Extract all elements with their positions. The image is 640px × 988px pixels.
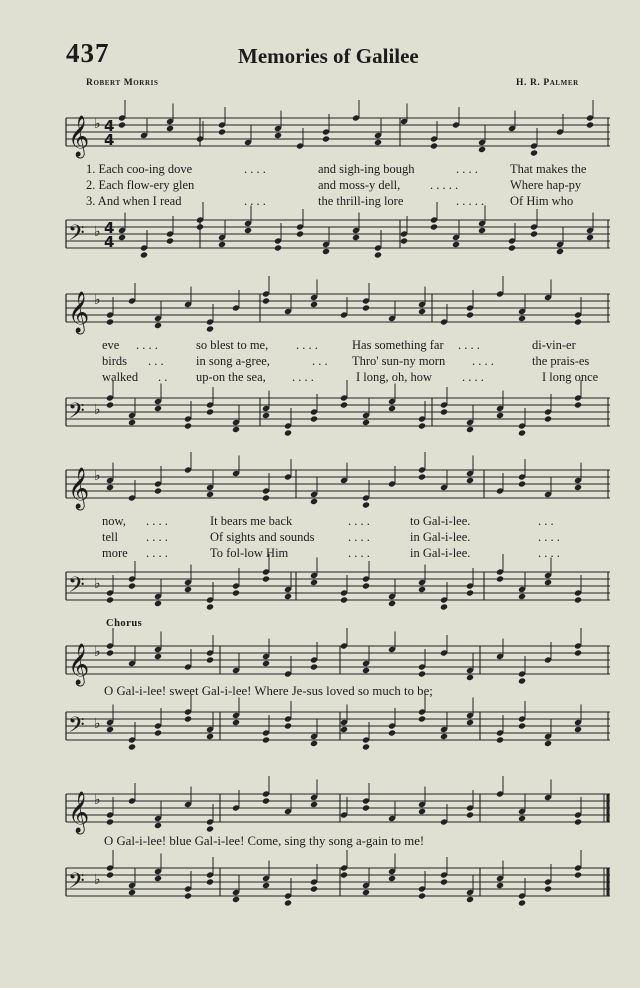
note-head: [244, 227, 252, 234]
note-head: [140, 251, 148, 258]
note-head: [574, 401, 582, 408]
note-head: [206, 878, 214, 885]
time-signature-top: 4: [104, 117, 115, 135]
note-head: [206, 408, 214, 415]
note-head: [586, 121, 594, 128]
music-credit: H. R. Palmer: [516, 78, 579, 88]
note-head: [544, 415, 552, 422]
note-head: [106, 596, 114, 603]
treble-clef-icon: 𝄞: [68, 792, 90, 833]
note-head: [274, 132, 282, 139]
note-head: [128, 889, 136, 896]
note-head: [574, 871, 582, 878]
note-head: [478, 146, 486, 153]
note-head: [284, 429, 292, 436]
note-head: [106, 818, 114, 825]
note-head: [466, 896, 474, 903]
note-head: [296, 230, 304, 237]
time-signature-bottom: 4: [104, 233, 115, 251]
treble-clef-icon: 𝄞: [68, 644, 90, 685]
note-head: [496, 412, 504, 419]
note-head: [418, 892, 426, 899]
note-head: [232, 426, 240, 433]
verse-3-line-2: walked . . up-on the sea, . . . . I long, oh, how . . . . I long once: [102, 370, 599, 384]
note-head: [574, 726, 582, 733]
note-head: [262, 797, 270, 804]
time-signature-top: 4: [104, 219, 115, 237]
note-head: [374, 139, 382, 146]
treble-clef-icon: 𝄞: [68, 292, 90, 333]
note-head: [362, 743, 370, 750]
note-head: [340, 726, 348, 733]
note-head: [310, 801, 318, 808]
note-head: [388, 600, 396, 607]
note-head: [106, 871, 114, 878]
note-head: [518, 593, 526, 600]
note-head: [128, 419, 136, 426]
note-head: [430, 142, 438, 149]
note-head: [530, 230, 538, 237]
bass-staff-system-5: [60, 862, 616, 910]
bass-clef-icon: 𝄢: [68, 573, 85, 603]
note-head: [206, 491, 214, 498]
flat-sign-icon: ♭: [94, 872, 101, 888]
note-head: [508, 244, 516, 251]
note-head: [466, 311, 474, 318]
flat-sign-icon: ♭: [94, 792, 101, 808]
note-head: [544, 579, 552, 586]
note-head: [154, 653, 162, 660]
note-head: [106, 726, 114, 733]
note-head: [310, 498, 318, 505]
note-head: [388, 405, 396, 412]
bass-staff-system-3: [60, 566, 616, 614]
note-head: [106, 318, 114, 325]
words-credit: Robert Morris: [86, 78, 159, 88]
flat-sign-icon: ♭: [94, 644, 101, 660]
note-head: [362, 582, 370, 589]
note-head: [262, 494, 270, 501]
note-head: [206, 825, 214, 832]
note-head: [418, 473, 426, 480]
note-head: [310, 663, 318, 670]
note-head: [362, 667, 370, 674]
hymn-title: Memories of Galilee: [238, 44, 419, 68]
note-head: [418, 308, 426, 315]
bass-staff-system-4: [60, 706, 616, 754]
note-head: [362, 889, 370, 896]
note-head: [310, 301, 318, 308]
note-head: [556, 248, 564, 255]
note-head: [518, 315, 526, 322]
note-head: [262, 297, 270, 304]
flat-sign-icon: ♭: [94, 716, 101, 732]
time-signature-bottom: 4: [104, 131, 115, 149]
note-head: [440, 878, 448, 885]
note-head: [206, 603, 214, 610]
note-head: [262, 412, 270, 419]
note-head: [400, 237, 408, 244]
note-head: [518, 815, 526, 822]
note-head: [496, 575, 504, 582]
note-head: [232, 589, 240, 596]
note-head: [418, 670, 426, 677]
note-head: [154, 322, 162, 329]
note-head: [232, 896, 240, 903]
note-head: [340, 401, 348, 408]
note-head: [284, 899, 292, 906]
note-head: [106, 401, 114, 408]
note-head: [184, 586, 192, 593]
note-head: [478, 227, 486, 234]
note-head: [154, 822, 162, 829]
note-head: [530, 149, 538, 156]
verse-2-line-2: birds . . . in song a-gree, . . . Thro' sun-ny morn . . . . the prais-es: [102, 354, 590, 368]
note-head: [218, 128, 226, 135]
flat-sign-icon: ♭: [94, 116, 101, 132]
flat-sign-icon: ♭: [94, 468, 101, 484]
treble-staff-system-1: [60, 104, 616, 160]
note-head: [440, 733, 448, 740]
note-head: [466, 811, 474, 818]
note-head: [232, 719, 240, 726]
note-head: [284, 593, 292, 600]
note-head: [544, 885, 552, 892]
note-head: [466, 477, 474, 484]
note-head: [418, 586, 426, 593]
treble-staff-system-5: [60, 780, 616, 833]
note-head: [362, 804, 370, 811]
note-head: [388, 875, 396, 882]
note-head: [154, 600, 162, 607]
note-head: [206, 656, 214, 663]
note-head: [310, 740, 318, 747]
note-head: [262, 736, 270, 743]
bass-staff-system-2: [60, 392, 616, 440]
bass-clef-icon: 𝄢: [68, 869, 85, 899]
note-head: [166, 125, 174, 132]
note-head: [262, 882, 270, 889]
note-head: [310, 415, 318, 422]
note-head: [340, 596, 348, 603]
verse-1-line-1: 1. Each coo-ing dove . . . . and sigh-ing bough . . . . That makes the: [86, 162, 587, 176]
verse-3-line-1: 3. And when I read . . . . the thrill-ing lore . . . . . Of Him who: [86, 194, 574, 208]
flat-sign-icon: ♭: [94, 224, 101, 240]
note-head: [118, 121, 126, 128]
note-head: [496, 882, 504, 889]
flat-sign-icon: ♭: [94, 292, 101, 308]
note-head: [362, 501, 370, 508]
note-head: [154, 729, 162, 736]
verse-3-line-3: more . . . . To fol-low Him . . . . in Gal-i-lee. . . . .: [102, 546, 560, 560]
chorus-label: Chorus: [106, 618, 143, 629]
note-head: [322, 248, 330, 255]
note-head: [496, 736, 504, 743]
bass-clef-icon: 𝄢: [68, 713, 85, 743]
treble-staff-system-2: [60, 280, 616, 336]
note-head: [218, 241, 226, 248]
note-head: [322, 135, 330, 142]
note-head: [262, 575, 270, 582]
note-head: [544, 740, 552, 747]
note-head: [262, 660, 270, 667]
chorus-line-2: O Gal-i-lee! blue Gal-i-lee! Come, sing thy song a-gain to me!: [104, 834, 425, 848]
verse-1-line-3: now, . . . . It bears me back . . . . to Gal-i-lee. . . .: [102, 514, 554, 528]
note-head: [466, 719, 474, 726]
note-head: [362, 304, 370, 311]
note-head: [274, 244, 282, 251]
note-head: [574, 649, 582, 656]
verse-2-line-1: 2. Each flow-ery glen and moss-y dell, . . . . . Where hap-py: [86, 178, 582, 192]
note-head: [574, 818, 582, 825]
note-head: [418, 715, 426, 722]
note-head: [340, 871, 348, 878]
note-head: [466, 589, 474, 596]
note-head: [574, 484, 582, 491]
verse-1-line-2: eve . . . . so blest to me, . . . . Has something far . . . . di-vin-er: [102, 338, 576, 352]
bass-clef-icon: 𝄢: [68, 221, 85, 251]
chorus-line-1: O Gal-i-lee! sweet Gal-i-lee! Where Je-sus loved so much to be;: [104, 684, 433, 698]
note-head: [374, 251, 382, 258]
note-head: [352, 234, 360, 241]
note-head: [128, 743, 136, 750]
bass-staff-system-1: [60, 214, 616, 262]
note-head: [166, 237, 174, 244]
note-head: [440, 408, 448, 415]
note-head: [518, 480, 526, 487]
bass-clef-icon: 𝄢: [68, 399, 85, 429]
note-head: [184, 715, 192, 722]
note-head: [196, 223, 204, 230]
note-head: [206, 733, 214, 740]
note-head: [118, 234, 126, 241]
treble-staff-system-4: [60, 632, 616, 685]
note-head: [284, 722, 292, 729]
note-head: [310, 885, 318, 892]
note-head: [466, 674, 474, 681]
flat-sign-icon: ♭: [94, 402, 101, 418]
note-head: [106, 484, 114, 491]
note-head: [154, 875, 162, 882]
hymn-number: 437: [66, 38, 110, 68]
note-head: [518, 429, 526, 436]
note-head: [574, 318, 582, 325]
note-head: [128, 582, 136, 589]
treble-staff-system-3: [60, 456, 616, 512]
flat-sign-icon: ♭: [94, 576, 101, 592]
note-head: [586, 234, 594, 241]
note-head: [184, 892, 192, 899]
note-head: [154, 405, 162, 412]
note-head: [418, 422, 426, 429]
note-head: [430, 223, 438, 230]
treble-clef-icon: 𝄞: [68, 468, 90, 509]
note-head: [184, 422, 192, 429]
note-head: [418, 808, 426, 815]
note-head: [518, 722, 526, 729]
note-head: [310, 579, 318, 586]
note-head: [452, 241, 460, 248]
note-head: [574, 596, 582, 603]
note-head: [440, 603, 448, 610]
note-head: [106, 649, 114, 656]
note-head: [362, 419, 370, 426]
treble-clef-icon: 𝄞: [68, 116, 90, 157]
note-head: [388, 729, 396, 736]
note-head: [466, 426, 474, 433]
verse-2-line-3: tell . . . . Of sights and sounds . . . . in Gal-i-lee. . . . .: [102, 530, 560, 544]
note-head: [518, 899, 526, 906]
note-head: [206, 325, 214, 332]
note-head: [154, 487, 162, 494]
